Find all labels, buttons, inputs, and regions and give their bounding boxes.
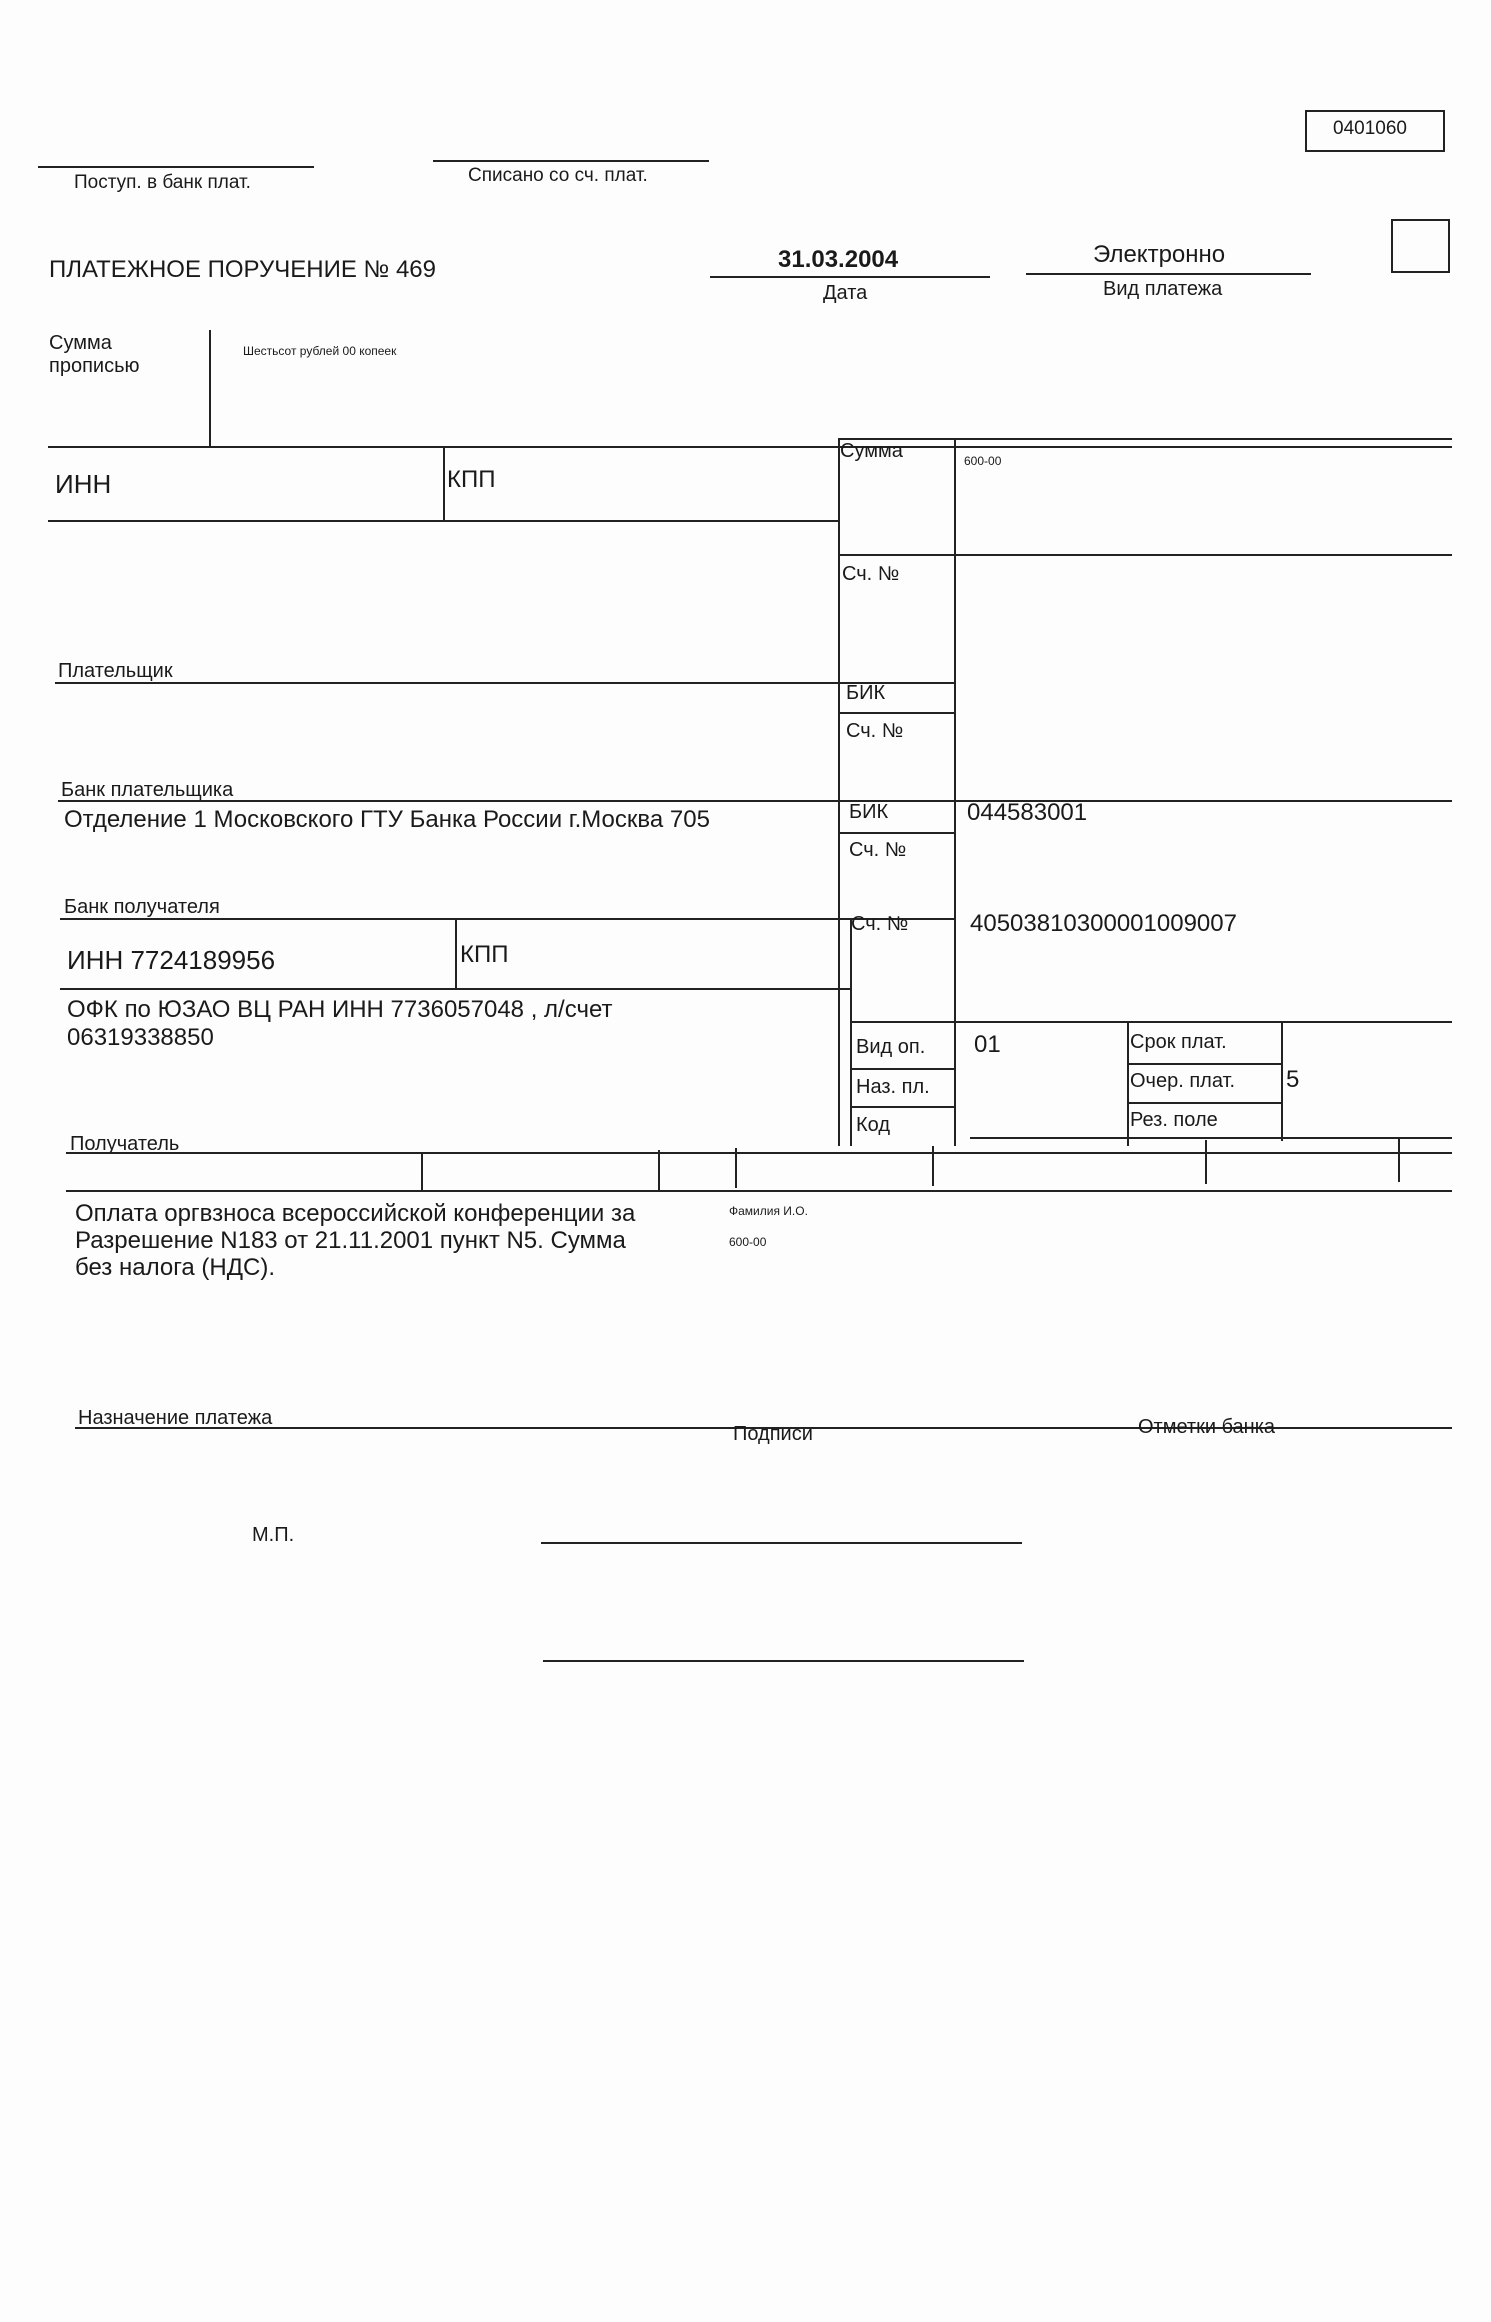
payer-inn-label: ИНН: [55, 469, 112, 499]
srok-plat-label: Срок плат.: [1130, 1031, 1227, 1053]
ocher-plat-value: 5: [1286, 1066, 1300, 1093]
tax-row-top-line: [970, 1137, 1452, 1139]
payment-type-label: Вид платежа: [1103, 278, 1223, 300]
debited-line: [433, 160, 709, 162]
recipient-kpp-label: КПП: [460, 941, 509, 968]
recipient-inn-bottom-line: [60, 988, 850, 990]
sum-top-line: [838, 438, 1452, 440]
naz-pl-label: Наз. пл.: [856, 1076, 930, 1098]
payer-bottom-line: [55, 682, 955, 684]
sum-col-left-line: [838, 438, 840, 1146]
received-line: [38, 166, 314, 168]
payer-inn-divider: [443, 446, 445, 520]
amount-words-value: Шестьсот рублей 00 копеек: [243, 344, 397, 358]
op-grid-row1-left: [850, 1068, 954, 1070]
vid-op-value: 01: [974, 1031, 1001, 1058]
tax-row-bottom-line: [66, 1190, 1452, 1192]
tax-row-divider-3: [735, 1148, 737, 1188]
tax-row-divider-6: [1398, 1138, 1400, 1182]
purpose-overlay-sum: 600-00: [729, 1235, 767, 1249]
form-code: 0401060: [1333, 118, 1407, 139]
status-box: [1391, 219, 1450, 273]
op-grid-row2-left: [850, 1106, 954, 1108]
recipient-bank-account-label: Сч. №: [849, 839, 907, 861]
recipient-bank-bik-label: БИК: [849, 801, 889, 823]
op-grid-row2-right: [1127, 1102, 1281, 1104]
op-grid-row1-right: [1127, 1063, 1281, 1065]
recipient-label: Получатель: [70, 1133, 180, 1155]
signature-line-1: [541, 1542, 1022, 1544]
sum-value: 600-00: [964, 454, 1002, 468]
date-line: [710, 276, 990, 278]
tax-row-divider-4: [932, 1146, 934, 1186]
recipient-account-label: Сч. №: [851, 913, 909, 935]
recipient-bank-bottom-line: [60, 918, 954, 920]
tax-row-divider-2: [658, 1150, 660, 1190]
recipient-inn-divider: [455, 918, 457, 988]
tax-row-divider-5: [1205, 1140, 1207, 1184]
op-grid-right-line: [1281, 1021, 1283, 1141]
kod-label: Код: [856, 1114, 891, 1136]
ocher-plat-label: Очер. плат.: [1130, 1070, 1236, 1092]
payer-bank-account-label: Сч. №: [846, 720, 904, 742]
payer-inn-bottom-line: [48, 520, 838, 522]
payer-label: Плательщик: [58, 660, 173, 682]
sum-bottom-line: [838, 554, 1452, 556]
op-grid-top-line: [850, 1021, 1452, 1023]
amount-words-bottom-line: [48, 446, 1452, 448]
recipient-bank-bik-value: 044583001: [967, 799, 1088, 826]
purpose-text: Оплата оргвзноса всероссийской конференции за Разрешение N183 от 21.11.2001 пункт N5. Сумма без налога (НДС).: [75, 1200, 636, 1281]
date-value: 31.03.2004: [778, 246, 899, 273]
vid-op-label: Вид оп.: [856, 1036, 926, 1058]
sum-col-right-line: [954, 438, 956, 1146]
recipient-account-value: 40503810300001009007: [970, 910, 1237, 937]
tax-row-divider-1: [421, 1152, 423, 1192]
amount-words-label: Сумма прописью: [49, 332, 140, 377]
received-label: Поступ. в банк плат.: [74, 172, 251, 193]
purpose-overlay-name: Фамилия И.О.: [729, 1204, 808, 1218]
payer-bank-label: Банк плательщика: [61, 779, 234, 801]
signature-line-2: [543, 1660, 1024, 1662]
payer-bank-bottom-line: [58, 800, 1452, 802]
payer-account-label: Сч. №: [842, 563, 900, 585]
recipient-inn: ИНН 7724189956: [67, 945, 276, 975]
payment-type-line: [1026, 273, 1311, 275]
payer-bank-bik-label: БИК: [846, 682, 886, 704]
rez-pole-label: Рез. поле: [1130, 1109, 1218, 1131]
debited-label: Списано со сч. плат.: [468, 165, 648, 186]
payment-type-value: Электронно: [1093, 241, 1226, 268]
purpose-label: Назначение платежа: [78, 1407, 273, 1429]
stamp-label: М.П.: [252, 1524, 295, 1546]
op-grid-left-line: [850, 918, 852, 1146]
recipient-bottom-line: [66, 1152, 1452, 1154]
payer-kpp-label: КПП: [447, 466, 496, 493]
recipient-bank-bik-line: [838, 832, 954, 834]
amount-words-divider: [209, 330, 211, 446]
signatures-label: Подписи: [733, 1423, 813, 1445]
date-label: Дата: [823, 282, 868, 304]
sum-label: Сумма: [840, 440, 903, 462]
op-grid-mid-line: [1127, 1021, 1129, 1146]
recipient-name: ОФК по ЮЗАО ВЦ РАН ИНН 7736057048 , л/счет 06319338850: [67, 996, 613, 1051]
payer-bank-bik-line: [838, 712, 954, 714]
bank-marks-label: Отметки банка: [1138, 1416, 1276, 1438]
recipient-bank-label: Банк получателя: [64, 896, 220, 918]
recipient-bank-name: Отделение 1 Московского ГТУ Банка России г.Москва 705: [64, 806, 710, 833]
page-title: ПЛАТЕЖНОЕ ПОРУЧЕНИЕ № 469: [49, 256, 436, 283]
